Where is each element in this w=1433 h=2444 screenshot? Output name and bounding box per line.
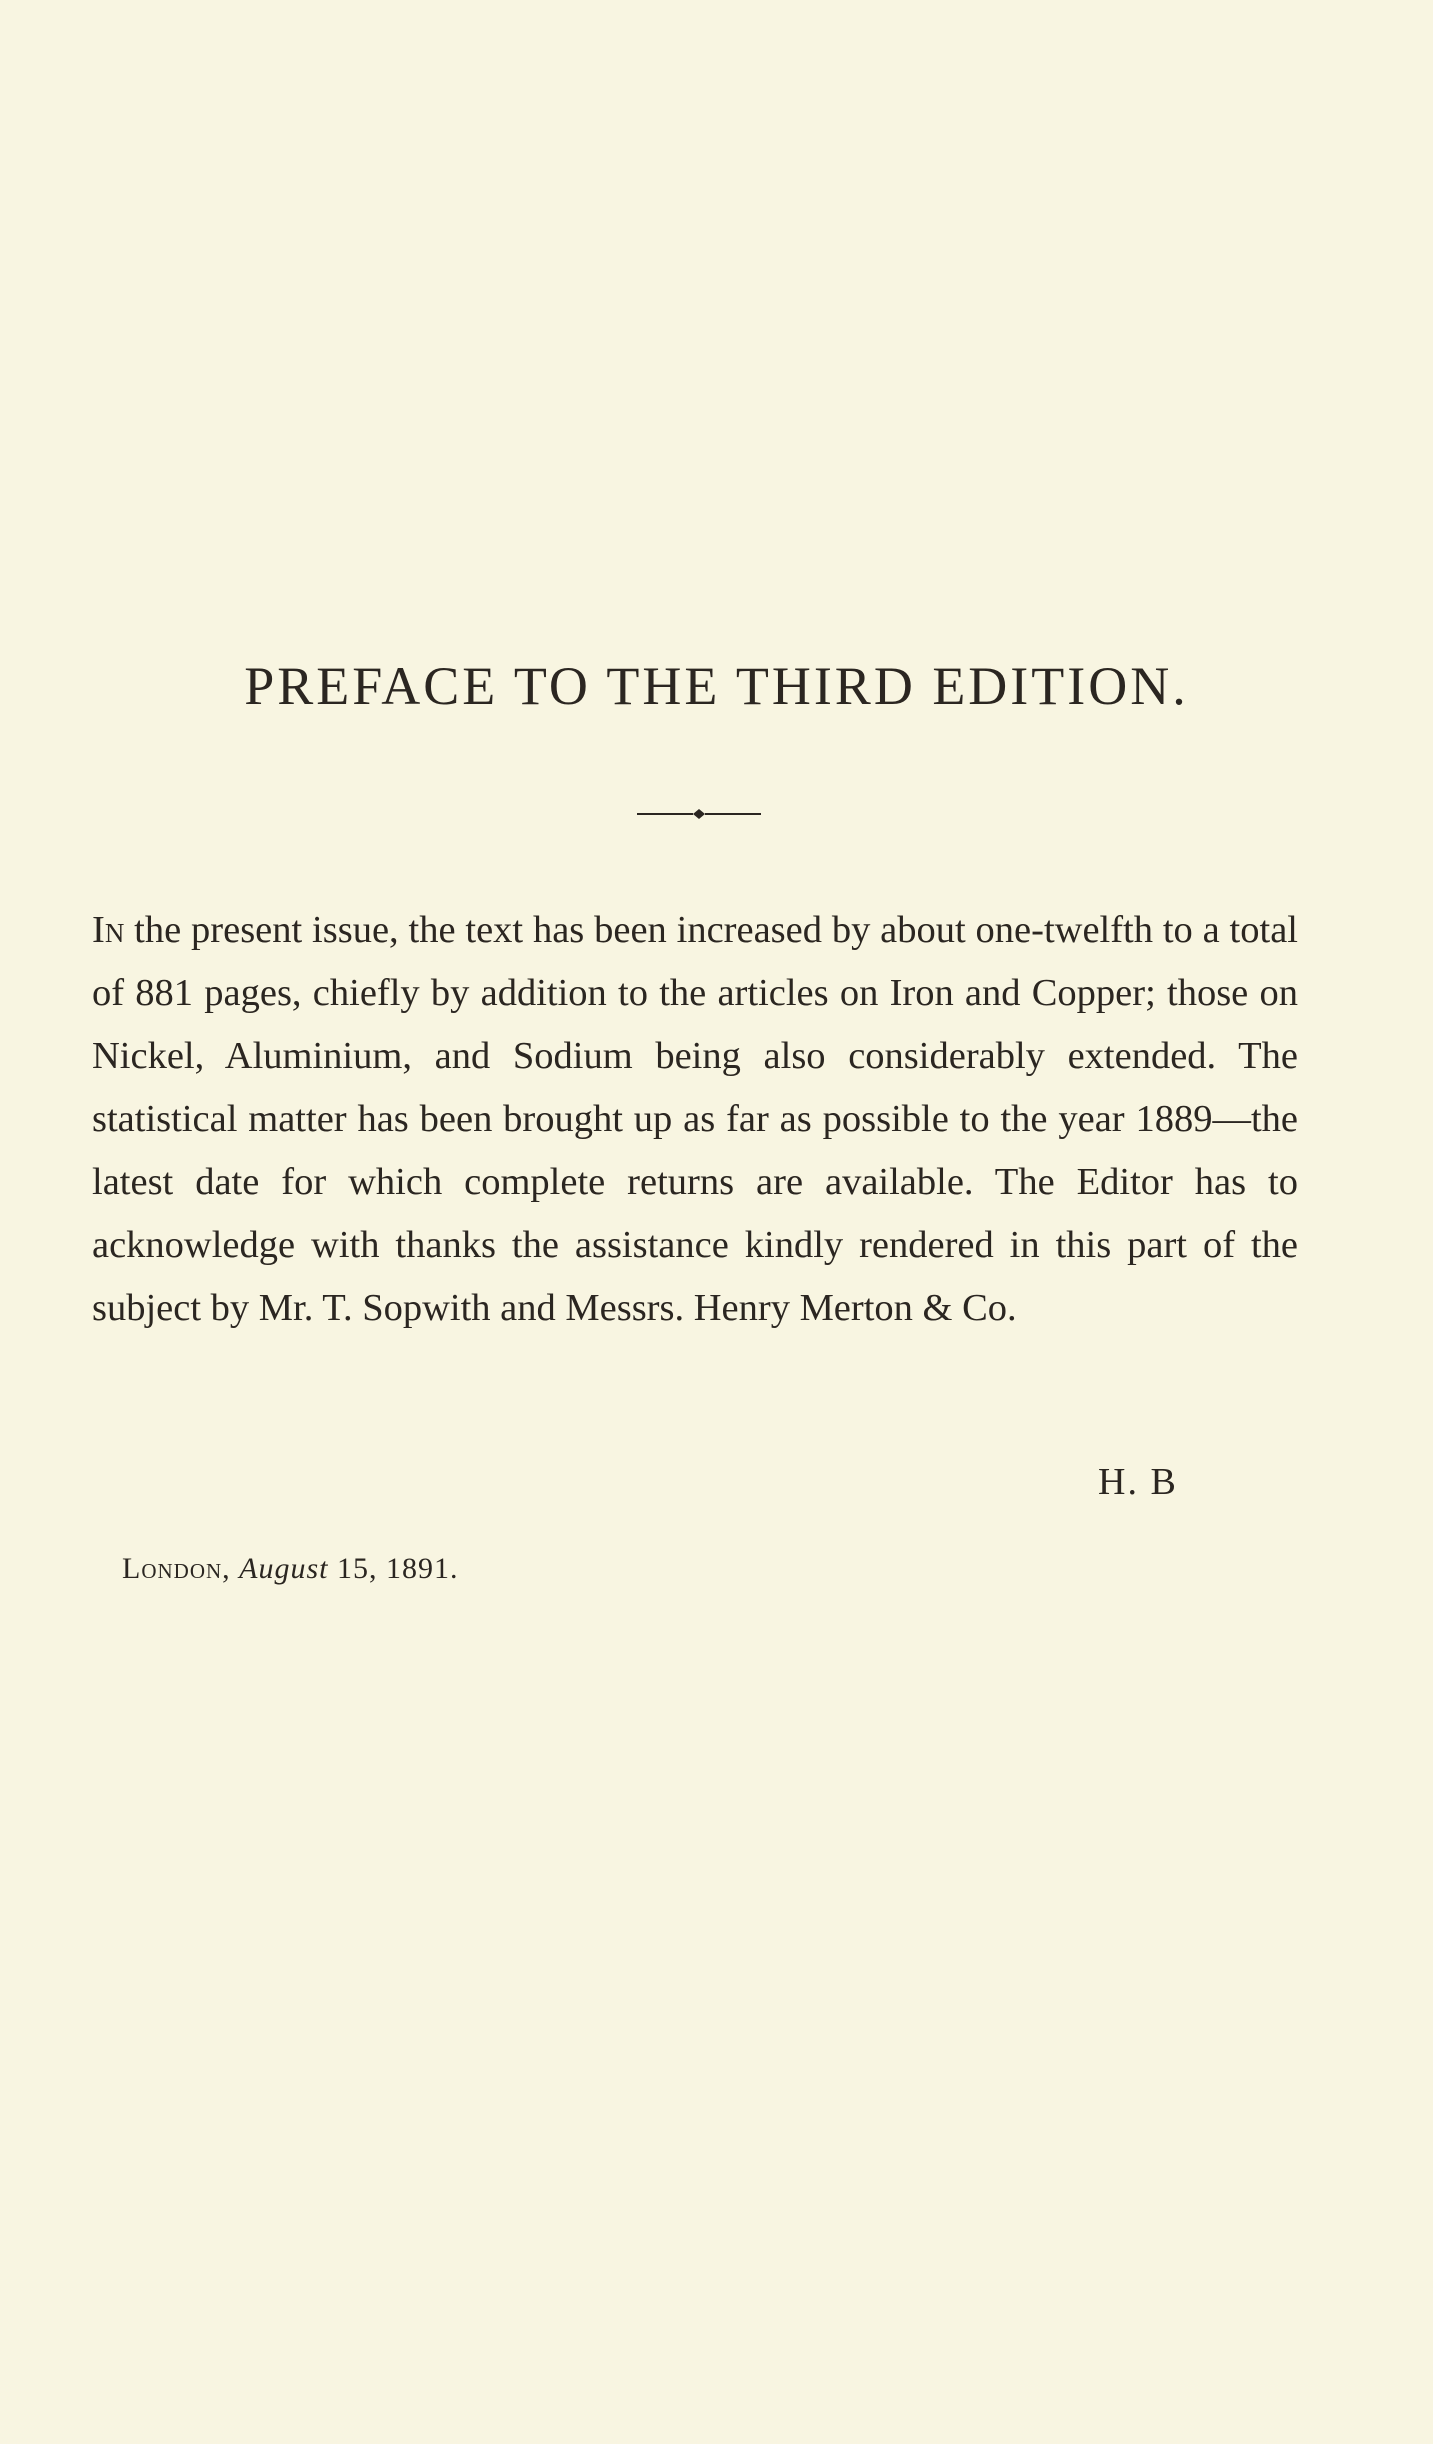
dateline-month: August	[239, 1552, 329, 1585]
dateline	[122, 1552, 459, 1586]
rule-ornament-icon	[637, 805, 761, 823]
paragraph-text: the present issue, the text has been increased by about one-twelfth to a total of 881 pages, chiefly by addition to the articles on Iron and Copper; those on Nickel, Aluminium, and Sodium being also considerably extended. The statistical matter has been brought up as far as possible to the year 1889—the latest date for which complete returns are available. The Editor has to acknowledge with thanks the assistance kindly rendered in this part of the subject by Mr. T. Sopwith and Messrs. Henry Merton & Co.	[92, 909, 1298, 1329]
dateline-place: London,	[122, 1552, 231, 1585]
paragraph-lead-word: In	[92, 909, 125, 951]
page-title: PREFACE TO THE THIRD EDITION.	[244, 656, 1189, 716]
dateline-day-year: 15, 1891.	[337, 1552, 459, 1585]
author-initials: H. B	[1098, 1461, 1178, 1503]
preface-paragraph	[92, 899, 1298, 1340]
